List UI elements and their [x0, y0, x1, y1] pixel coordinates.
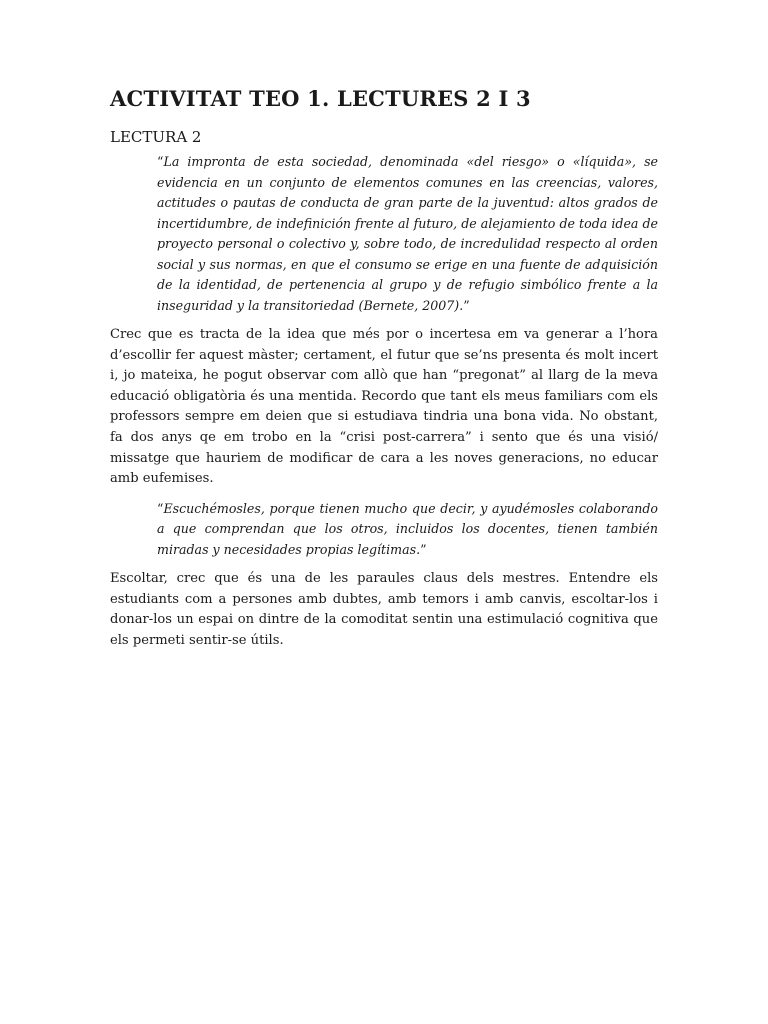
quote-open-mark: “ [157, 500, 164, 516]
quote-close-mark: ” [463, 297, 470, 313]
quote-open-mark: “ [157, 154, 164, 169]
block-quote-1 [157, 152, 658, 316]
block-quote-2 [157, 499, 658, 561]
body-paragraph-1: Crec que es tracta de la idea que més por o incertesa em va generar a l’hora d’escollir fer aquest màster; certament, el futur que se’ns presenta és molt incert i, jo mateixa, he pogut observar com allò que han “pregonat” al llarg de la meva educació obligatòria és una mentida. Recordo que tant els meus familiars com els professors sempre em deien que si estudiava tindria una bona vida. No obstant, fa dos anys qe em trobo en la “crisi post-carrera” i sento que és una visió/ missatge que hauriem de modificar de cara a les noves generacions, no educar amb eufemises. [110, 327, 658, 487]
quote-text: Escuchémosles, porque tienen mucho que decir, y ayudémosles colaborando a que comprendan que los otros, incluidos los docentes, tienen también miradas y necesidades propias legítimas. [157, 500, 658, 557]
quote-text: La impronta de esta sociedad, denominada «del riesgo» o «líquida», se evidencia en un conjunto de elementos comunes en las creencias, valores, actitudes o pautas de conducta de gran parte de la juventud: altos grados de incertidumbre, de indefinición frente al futuro, de alejamiento de toda idea de proyecto personal o colectivo y, sobre todo, de incredulidad respecto al orden social y sus normas, en que el consumo se erige en una fuente de adquisición de la identidad, de pertenencia al grupo y de refugio simbólico frente a la inseguridad y la transitoriedad (Bernete, 2007). [157, 154, 658, 313]
document-title: ACTIVITAT TEO 1. LECTURES 2 I 3 [110, 86, 531, 111]
quote-close-mark: ” [420, 541, 427, 557]
body-paragraph-2: Escoltar, crec que és una de les paraules claus dels mestres. Entendre els estudiants com a persones amb dubtes, amb temors i amb canvis, escoltar-los i donar-los un espai on dintre de la comoditat sentin una estimulació cognitiva que els permeti sentir-se útils. [110, 571, 658, 649]
section-heading: LECTURA 2 [110, 128, 202, 146]
document-page [110, 84, 658, 652]
